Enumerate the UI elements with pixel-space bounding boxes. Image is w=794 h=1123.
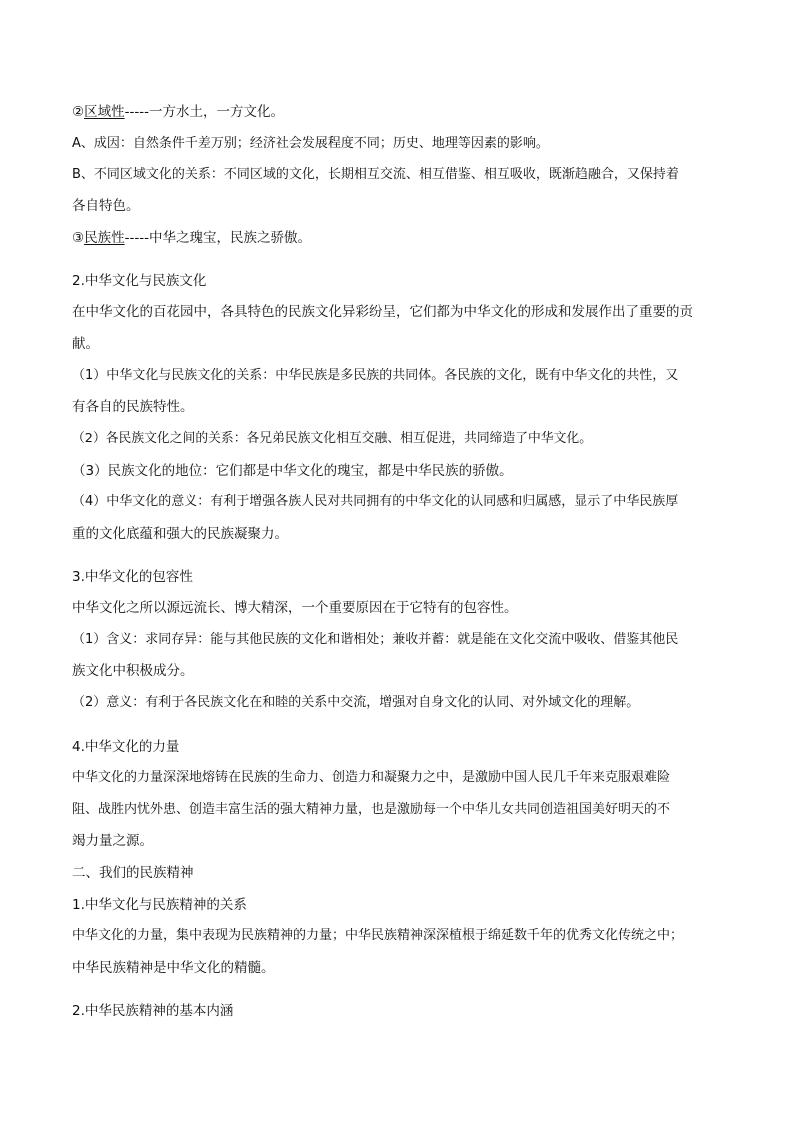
section-2-point-1-line2: 有各自的民族特性。 <box>72 399 194 415</box>
section-3-point-2: （2）意义：有利于各民族文化在和睦的关系中交流，增强对自身文化的认同、对外域文化的理解。 <box>72 695 640 710</box>
regional-term: 区域性 <box>84 104 125 120</box>
regional-point-b-line1: B、不同区域文化的关系：不同区域的文化，长期相互交流、相互借鉴、相互吸收，既渐趋融合，又保持着 <box>72 167 679 182</box>
section-3-heading: 3.中华文化的包容性 <box>72 569 193 585</box>
regional-tail: -----一方水土，一方文化。 <box>124 104 284 120</box>
section-4-heading: 4.中华文化的力量 <box>72 739 180 755</box>
section-2-point-1-line1: （1）中华文化与民族文化的关系：中华民族是多民族的共同体。各民族的文化，既有中华文化的共性，又 <box>72 368 679 383</box>
section-4-line1: 中华文化的力量深深地熔铸在民族的生命力、创造力和凝聚力之中，是激励中国人民几千年来克服艰难险 <box>72 770 671 785</box>
section-2-intro-line2: 献。 <box>72 336 99 352</box>
section-2-point-2: （2）各民族文化之间的关系：各兄弟民族文化相互交融、相互促进，共同缔造了中华文化。 <box>72 431 593 446</box>
part-2-sub-2-heading: 2.中华民族精神的基本内涵 <box>72 1003 234 1019</box>
regional-heading <box>72 103 732 121</box>
part-2-sub-1-line2: 中华民族精神是中华文化的精髓。 <box>72 960 275 976</box>
section-3-intro: 中华文化之所以源远流长、博大精深，一个重要原因在于它特有的包容性。 <box>72 600 518 616</box>
part-2-sub-1-heading: 1.中华文化与民族精神的关系 <box>72 897 247 913</box>
section-3-point-1-line1: （1）含义：求同存异：能与其他民族的文化和谐相处；兼收并蓄：就是能在文化交流中吸收、借鉴其他民 <box>72 632 679 647</box>
ethnic-marker: ③ <box>72 230 85 246</box>
ethnic-heading <box>72 229 732 247</box>
ethnic-term: 民族性 <box>84 230 125 246</box>
regional-point-a: A、成因：自然条件千差万别；经济社会发展程度不同；历史、地理等因素的影响。 <box>72 136 549 151</box>
section-3-point-1-line2: 族文化中积极成分。 <box>72 663 194 679</box>
section-4-line2: 阻、战胜内忧外患、创造丰富生活的强大精神力量，也是激励每一个中华儿女共同创造祖国美好明天的不 <box>72 802 671 817</box>
part-2-heading: 二、我们的民族精神 <box>72 865 194 881</box>
regional-marker: ② <box>72 104 85 120</box>
ethnic-tail: -----中华之瑰宝，民族之骄傲。 <box>124 230 311 246</box>
section-2-heading: 2.中华文化与民族文化 <box>72 273 207 289</box>
section-2-intro-line1: 在中华文化的百花园中，各具特色的民族文化异彩纷呈，它们都为中华文化的形成和发展作出了重要的贡 <box>72 304 693 320</box>
section-2-point-3: （3）民族文化的地位：它们都是中华文化的瑰宝，都是中华民族的骄傲。 <box>72 463 513 479</box>
section-2-point-4-line1: （4）中华文化的意义：有利于增强各族人民对共同拥有的中华文化的认同感和归属感，显示了中华民族厚 <box>72 494 679 509</box>
part-2-sub-1-line1: 中华文化的力量，集中表现为民族精神的力量；中华民族精神深深植根于绵延数千年的优秀文化传统之中； <box>72 928 684 943</box>
section-2-point-4-line2: 重的文化底蕴和强大的民族凝聚力。 <box>72 526 288 542</box>
section-4-line3: 竭力量之源。 <box>72 833 153 849</box>
regional-point-b-line2: 各自特色。 <box>72 198 140 214</box>
